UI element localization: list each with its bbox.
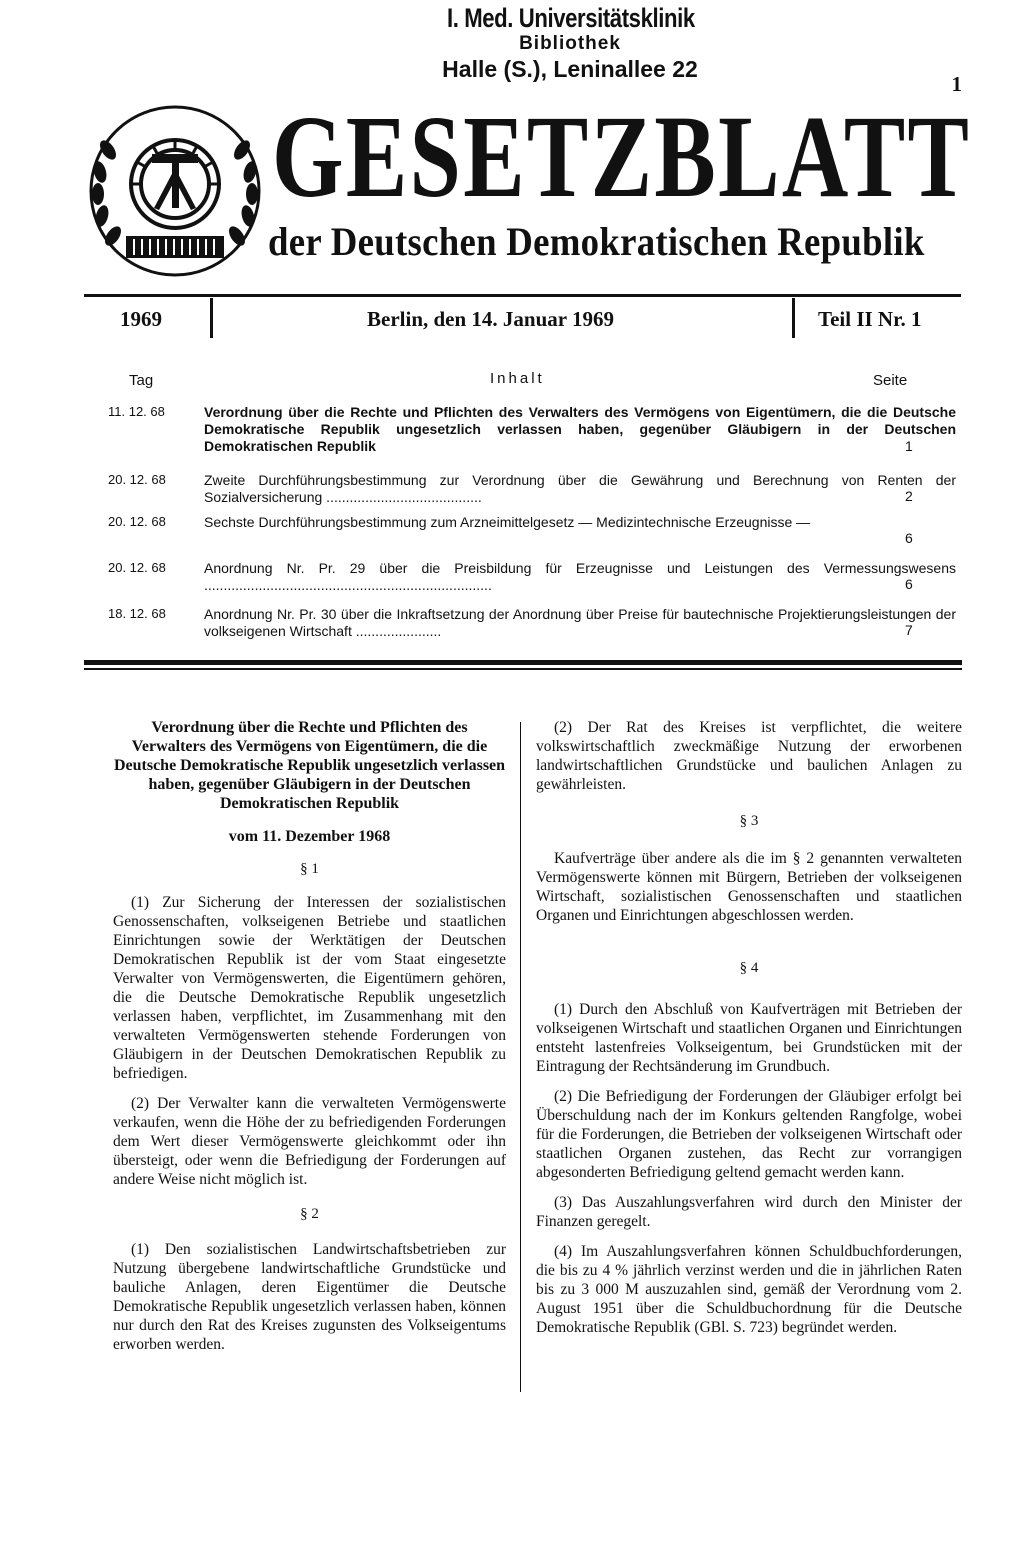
issue-divider (792, 298, 795, 338)
stamp-line-2: Bibliothek (519, 33, 621, 55)
toc-entry-date: 18. 12. 68 (108, 606, 166, 621)
section-1-paragraph-1: (1) Zur Sicherung der Interessen der sozialistischen Genossenschaften, volkseigenen Betriebe und staatlichen Einrichtungen sowie der Werktätigen der Deutschen Demokratischen Republik ist der vom Staat eingesetzte Verwalter von Vermögenswerten, die Eigentümern gehören, die die Deutsche Demokratische Republik ungesetzlich verlassen haben, verpflichtet, im Zusammenhang mit den verwalteten Vermögenswerten stehende Forderungen von Gläubigern in der Deutschen Demokratischen Republik zu befriedigen. (113, 894, 506, 1082)
toc-entry-date: 20. 12. 68 (108, 514, 166, 529)
section-4-paragraph-2: (2) Die Befriedigung der Forderungen der Gläubiger erfolgt bei Überschuldung nach der im Konkurs geltenden Rangfolge, wobei für die Forderungen, die Betrieben der volkseigenen Wirtschaft oder staatlichen Organen zustehen, das Recht zur vorrangigen abgesonderten Befriedigung geltend gemacht werden kann. (536, 1088, 962, 1181)
section-4-heading: § 4 (739, 960, 759, 976)
article-heading: Verordnung über die Rechte und Pflichten des Verwalters des Vermögens von Eigentümern, die die Deutsche Demokratische Republik ungesetzlich verlassen haben, gegenüber Gläubigern in der Deutschen Demokratischen Republik (113, 719, 506, 812)
section-2-paragraph-1: (1) Den sozialistischen Landwirtschaftsbetrieben zur Nutzung übergebene landwirtschaftliche Grundstücke und bauliche Anlagen, deren Eigentümer die Deutsche Demokratische Republik ungesetzlich verlassen haben, können nur durch den Rat des Kreises zugunsten des Volkseigentums erworben werden. (113, 1241, 506, 1353)
page-number: 1 (951, 72, 962, 96)
toc-entry-page: 6 (905, 576, 913, 592)
toc-entry-page: 1 (905, 438, 913, 454)
library-stamp (420, 4, 720, 81)
article-left-column (113, 718, 506, 1354)
section-4-paragraph-4: (4) Im Auszahlungsverfahren können Schuldbuchforderungen, die bis zu 4 % jährlich verzinst werden und die in jährlichen Raten bis zu 3 000 M auszuzahlen sind, gemäß der Verordnung vom 2. August 1951 über die Schuldbuchordnung für die Deutsche Demokratische Republik (GBl. S. 723) begründet werden. (536, 1243, 962, 1336)
section-2-paragraph-2: (2) Der Rat des Kreises ist verpflichtet, die weitere volkswirtschaftlich zweckmäßige Nutzung der erworbenen landwirtschaftlichen Grundstücke und baulichen Anlagen zu gewährleisten. (536, 719, 962, 793)
divider-rule (84, 660, 962, 665)
state-emblem-icon (86, 102, 264, 280)
stamp-line-3: Halle (S.), Leninallee 22 (442, 56, 698, 83)
article-date: vom 11. Dezember 1968 (228, 828, 391, 845)
masthead-subtitle: der Deutschen Demokratischen Republik (268, 219, 925, 264)
contents-header-day: Tag (129, 372, 154, 389)
toc-entry-title: Sechste Durchführungsbestimmung zum Arzneimittelgesetz — Medizintechnische Erzeugnisse — (204, 514, 811, 530)
toc-entry-date: 20. 12. 68 (108, 560, 166, 575)
masthead-title: GESETZBLATT (272, 91, 972, 222)
toc-entry-title: Anordnung Nr. Pr. 30 über die Inkraftsetzung der Anordnung über Preise für bautechnische Projektierungsleistungen der volkseigenen Wirtschaft ...................... (204, 606, 956, 639)
toc-entry-page: 6 (905, 530, 913, 546)
section-4-paragraph-1: (1) Durch den Abschluß von Kaufverträgen mit Betrieben der volkseigenen Wirtschaft und staatlichen Organen und Einrichtungen entsteht lastenfreies Volkseigentum, bei Grundstücken mit der Eintragung der Rechtsänderung im Grundbuch. (536, 1001, 962, 1075)
stamp-line-1: I. Med. Universitätsklinik (447, 3, 695, 33)
section-1-heading: § 1 (300, 861, 319, 877)
toc-entry-title: Zweite Durchführungsbestimmung zur Verordnung über die Gewährung und Berechnung von Renten der Sozialversicherung ........................................ (204, 472, 956, 505)
section-2-heading: § 2 (300, 1206, 319, 1222)
toc-entry-date: 20. 12. 68 (108, 472, 166, 487)
section-3-heading: § 3 (739, 813, 759, 829)
contents-header-title: Inhalt (490, 370, 545, 387)
column-divider (520, 722, 521, 1392)
issue-part: Teil II Nr. 1 (818, 307, 922, 331)
issue-year: 1969 (120, 307, 162, 331)
toc-entry-page: 7 (905, 622, 913, 638)
toc-entry-page: 2 (905, 488, 913, 504)
issue-date: Berlin, den 14. Januar 1969 (367, 307, 614, 331)
article-right-column (536, 718, 962, 1337)
contents-header-page: Seite (873, 372, 908, 389)
toc-entry-title: Anordnung Nr. Pr. 29 über die Preisbildung für Erzeugnisse und Leistungen des Vermessungswesens .......................................................................... (204, 560, 956, 593)
section-1-paragraph-2: (2) Der Verwalter kann die verwalteten Vermögenswerte verkaufen, wenn die Höhe der zu befriedigenden Forderungen dem Wert dieser Vermögenswerte gleichkommt oder ihn übersteigt, oder wenn die Befriedigung der Forderungen auf andere Weise nicht möglich ist. (113, 1095, 506, 1188)
toc-entry-title: Verordnung über die Rechte und Pflichten des Verwalters des Vermögens von Eigentümern, die die Deutsche Demokratische Republik ungesetzlich verlassen haben, gegenüber Gläubigern in der Deutschen Demokratischen Republik (204, 404, 956, 454)
divider-rule (84, 668, 962, 670)
section-3-paragraph-1: Kaufverträge über andere als die im § 2 genannten verwalteten Vermögenswerte können mit Bürgern, Betrieben der volkseigenen Wirtschaft, sozialistischen Genossenschaften und staatlichen Organen und Einrichtungen abgeschlossen werden. (536, 850, 962, 924)
issue-divider (210, 298, 213, 338)
section-4-paragraph-3: (3) Das Auszahlungsverfahren wird durch den Minister der Finanzen geregelt. (536, 1194, 962, 1230)
toc-entry-date: 11. 12. 68 (108, 404, 165, 419)
